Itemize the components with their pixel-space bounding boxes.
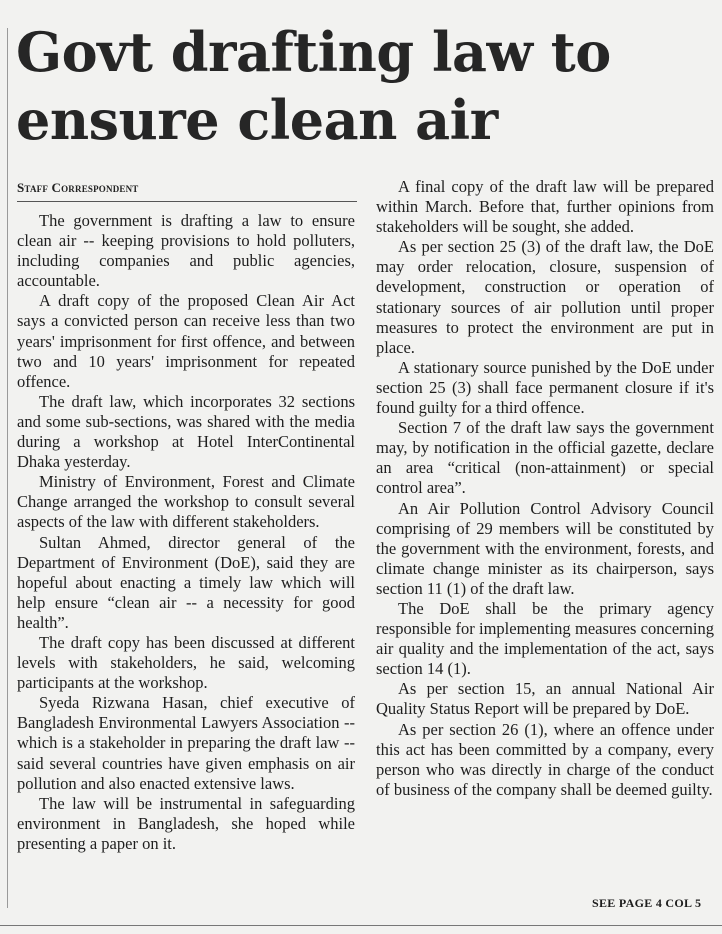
continued-on-page-notice: SEE PAGE 4 COL 5 <box>592 896 702 910</box>
headline: Govt drafting law to ensure clean air <box>16 20 611 152</box>
paragraph: The DoE shall be the primary agency responsible for implementing measures concerning air quality and the implementation of the act, says section 14 (1). <box>376 598 714 679</box>
paragraph: As per section 15, an annual National Air Quality Status Report will be prepared by DoE. <box>376 679 714 719</box>
paragraph: Section 7 of the draft law says the government may, by notification in the official gazette, declare an area “critical (non-attainment) or special control area”. <box>376 418 714 498</box>
paragraph: The law will be instrumental in safeguarding environment in Bangladesh, she hoped while presenting a paper on it. <box>17 793 355 853</box>
right-column <box>376 177 714 800</box>
left-column-rule <box>7 28 8 908</box>
paragraph: Sultan Ahmed, director general of the Department of Environment (DoE), said they are hopeful about enacting a timely law which will help ensure “clean air -- a necessity for good health”. <box>17 532 355 632</box>
paragraph: The government is drafting a law to ensure clean air -- keeping provisions to hold polluters, including companies and public agencies, accountable. <box>17 211 355 291</box>
paragraph: A stationary source punished by the DoE under section 25 (3) shall face permanent closure if it's found guilty for a third offence. <box>376 357 714 418</box>
paragraph: Ministry of Environment, Forest and Climate Change arranged the workshop to consult several aspects of the law with different stakeholders. <box>17 472 355 532</box>
paragraph: The draft copy has been discussed at different levels with stakeholders, he said, welcoming participants at the workshop. <box>17 632 355 693</box>
bottom-rule <box>0 925 722 926</box>
left-column <box>17 211 355 854</box>
paragraph: As per section 26 (1), where an offence under this act has been committed by a company, every person who was directly in charge of the conduct of business of the company shall be deemed guilty. <box>376 719 714 799</box>
paragraph: An Air Pollution Control Advisory Council comprising of 29 members will be constituted by the government with the environment, forests, and climate change minister as its chairperson, says section 11 (1) of the draft law. <box>376 498 714 598</box>
byline: Staff Correspondent <box>17 180 139 195</box>
paragraph: The draft law, which incorporates 32 sections and some sub-sections, was shared with the media during a workshop at Hotel InterContinental Dhaka yesterday. <box>17 391 355 472</box>
paragraph: A draft copy of the proposed Clean Air Act says a convicted person can receive less than two years' imprisonment for first offence, and between two and 10 years' imprisonment for repeated offence. <box>17 291 355 391</box>
paragraph: As per section 25 (3) of the draft law, the DoE may order relocation, closure, suspension of development, construction or operation of stationary sources of air pollution until proper measures to protect the environment are put in place. <box>376 237 714 357</box>
paragraph: Syeda Rizwana Hasan, chief executive of Bangladesh Environmental Lawyers Association -- which is a stakeholder in preparing the draft law -- said several countries have given emphasis on air pollution and also enacted extensive laws. <box>17 693 355 793</box>
byline-divider <box>17 201 357 202</box>
paragraph: A final copy of the draft law will be prepared within March. Before that, further opinions from stakeholders will be sought, she added. <box>376 177 714 237</box>
